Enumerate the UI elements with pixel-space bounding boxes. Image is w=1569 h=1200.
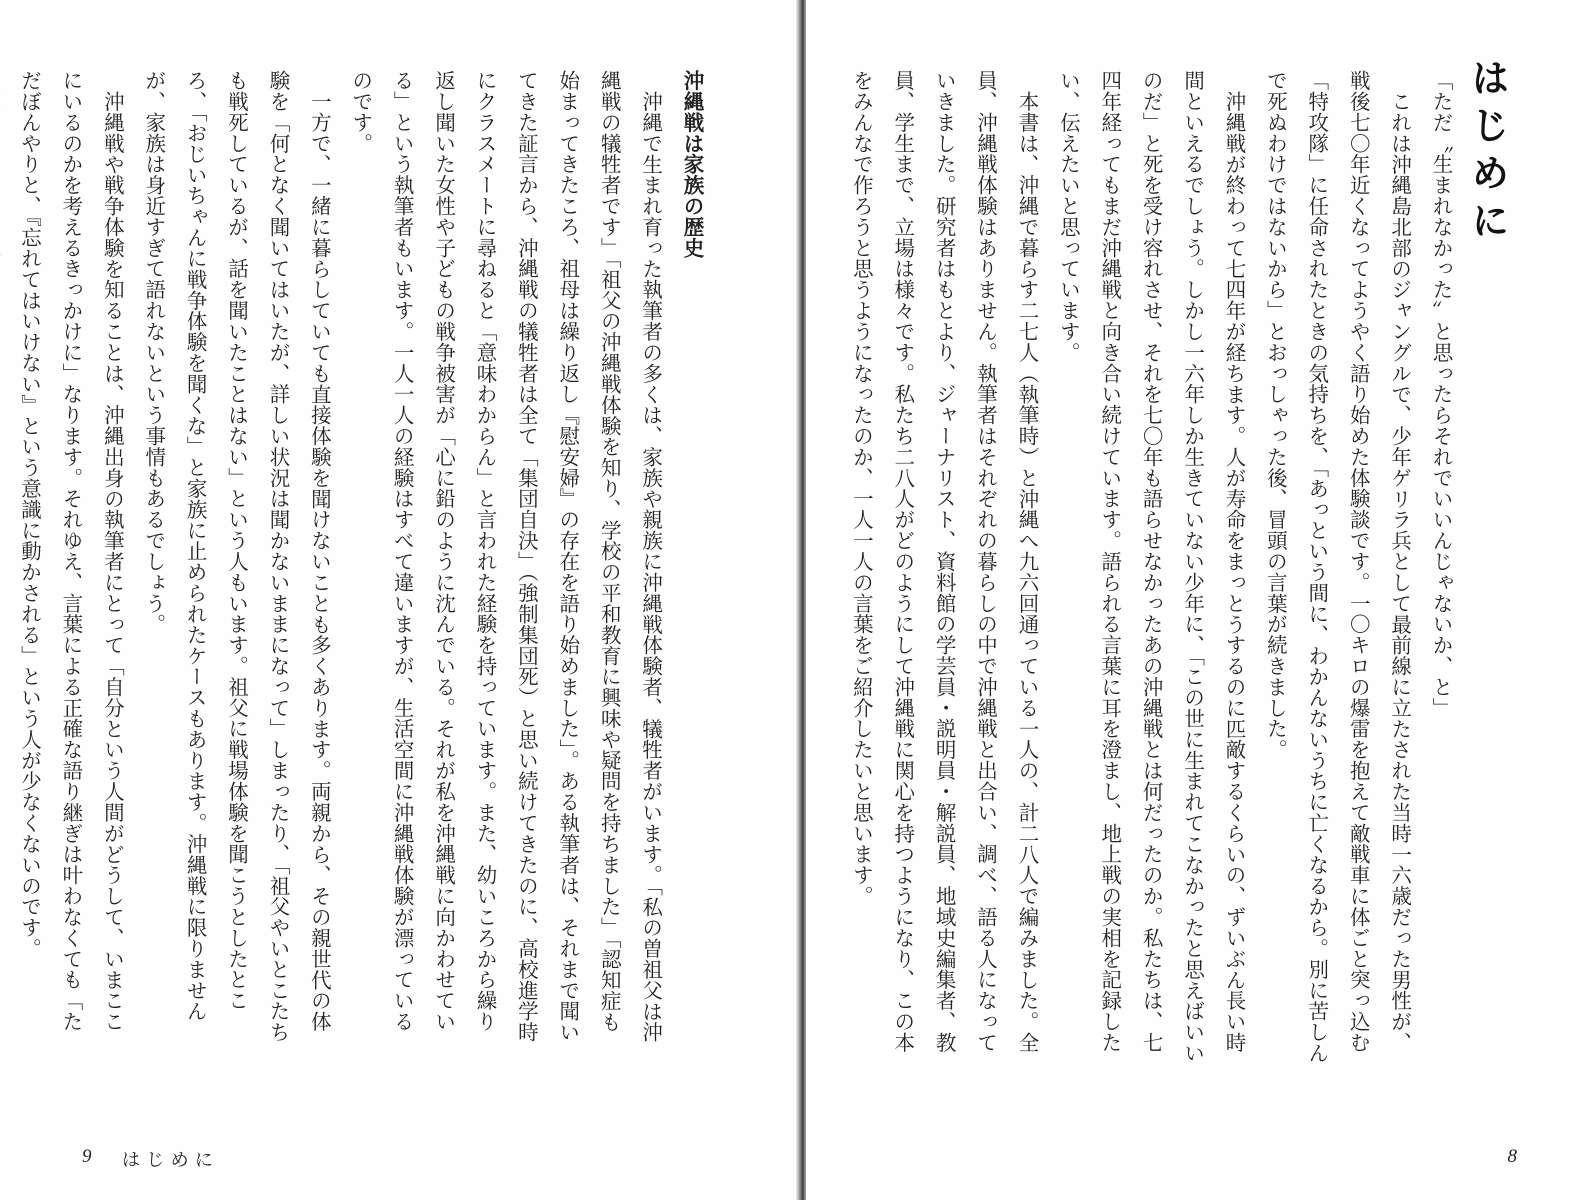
body-paragraph: 沖縄で生まれ育った執筆者の多くは、家族や親族に沖縄戦体験者、犠牲者がいます。「私の曽祖父は沖縄戦の犠牲者です」「祖父の沖縄戦体験を知り、学校の平和教育に興味や疑問を持ちました」「認知症も始まってきたころ、祖母は繰り返し『慰安婦』の存在を語り始めました」。ある執筆者は、それまで聞いてきた証言から、沖縄戦の犠牲者は全て「集団自決」（強制集団死）と思い続けてきたのに、高校進学時にクラスメートに尋ねると「意味わからん」と言われた経験を持っています。また、幼いころから繰り返し聞いた女性や子どもの戦争被害が「心に鉛のように沈んでいる。それが私を沖縄戦に向かわせている」という執筆者もいます。一人一人の経験はすべて違いますが、生活空間に沖縄戦体験が漂っているのです。 [348, 70, 663, 1043]
chapter-title: はじめに [1465, 58, 1509, 248]
body-paragraph: 「ただ〝生まれなかった〟と思ったらそれでいいんじゃないか、と」 [1429, 70, 1453, 719]
body-paragraph: これは沖縄島北部のジャングルで、少年ゲリラ兵として最前線に立たされた当時一六歳だった男性が、戦後七〇年近くなってようやく語り始めた体験談です。一〇キロの爆雷を抱えて敵戦車に体ごと突っ込む「特攻隊」に任命されたときの気持ちを、「あっという間に、わかんないうちに亡くなるから。別に苦しんで死ぬわけではないから」とおっしゃった後、冒頭の言葉が続きました。 [1263, 70, 1412, 1064]
page-number: 9 [82, 1146, 92, 1167]
section-heading: 沖縄戦は家族の歴史 [680, 70, 704, 259]
running-head: はじめに [122, 1150, 220, 1171]
page-number: 8 [1507, 1146, 1517, 1167]
right-page [806, 0, 1569, 1200]
body-paragraph: 本書は、沖縄で暮らす二七人（執筆時）と沖縄へ九六回通っている一人の、計二八人で編みました。全員、沖縄戦体験はありません。執筆者はそれぞれの暮らしの中で沖縄戦と出合い、調べ、語る人になっていきました。研究者はもとより、ジャーナリスト、資料館の学芸員・説明員・解説員、地域史編集者、教員、学生まで、立場は様々です。私たち二八人がどのようにして沖縄戦に関心を持つようになり、この本をみんなで作ろうと思うようになったのか、一人一人の言葉をご紹介したいと思います。 [849, 70, 1039, 1053]
body-paragraph: 沖縄戦が終わって七四年が経ちます。人が寿命をまっとうするのに匹敵するくらいの、ずいぶん長い時間といえるでしょう。しかし一六年しか生きていない少年に、「この世に生まれてこなかったと思えばいいのだ」と死を受け容れさせ、それを七〇年も語らせなかったあの沖縄戦とは何だったのか。私たちは、七四年経ってもまだ沖縄戦と向き合い続けています。語られる言葉に耳を澄まし、地上戦の実相を記録したい、伝えたいと思っています。 [1056, 70, 1246, 1064]
body-paragraph: 沖縄戦や戦争体験を知ることは、沖縄出身の執筆者にとって「自分という人間がどうして、いまここにいるのかを考えるきっかけに」なります。それゆえ、言葉による正確な語り継ぎは叶わなくても「ただぼんやりと、『忘れてはいけない』という意識に動かされる」という人が少なくないのです。 [17, 70, 125, 1032]
section-heading [0, 70, 8, 1050]
left-page-body [17, 70, 712, 1050]
body-paragraph: 一方で、一緒に暮らしていても直接体験を聞けないことも多くあります。両親から、その親世代の体験を「何となく聞いてはいたが、詳しい状況は聞かないままになって」しまったり、「祖父やいとこたちも戦死しているが、話を聞いたことはない」という人もいます。祖父に戦場体験を聞こうとしたところ、「おじいちゃんに戦争体験を聞くな」と家族に止められたケースもあります。沖縄戦に限りませんが、家族は身近すぎて語れないという事情もあるでしょう。 [141, 70, 332, 1043]
right-page-body [849, 70, 1461, 1070]
